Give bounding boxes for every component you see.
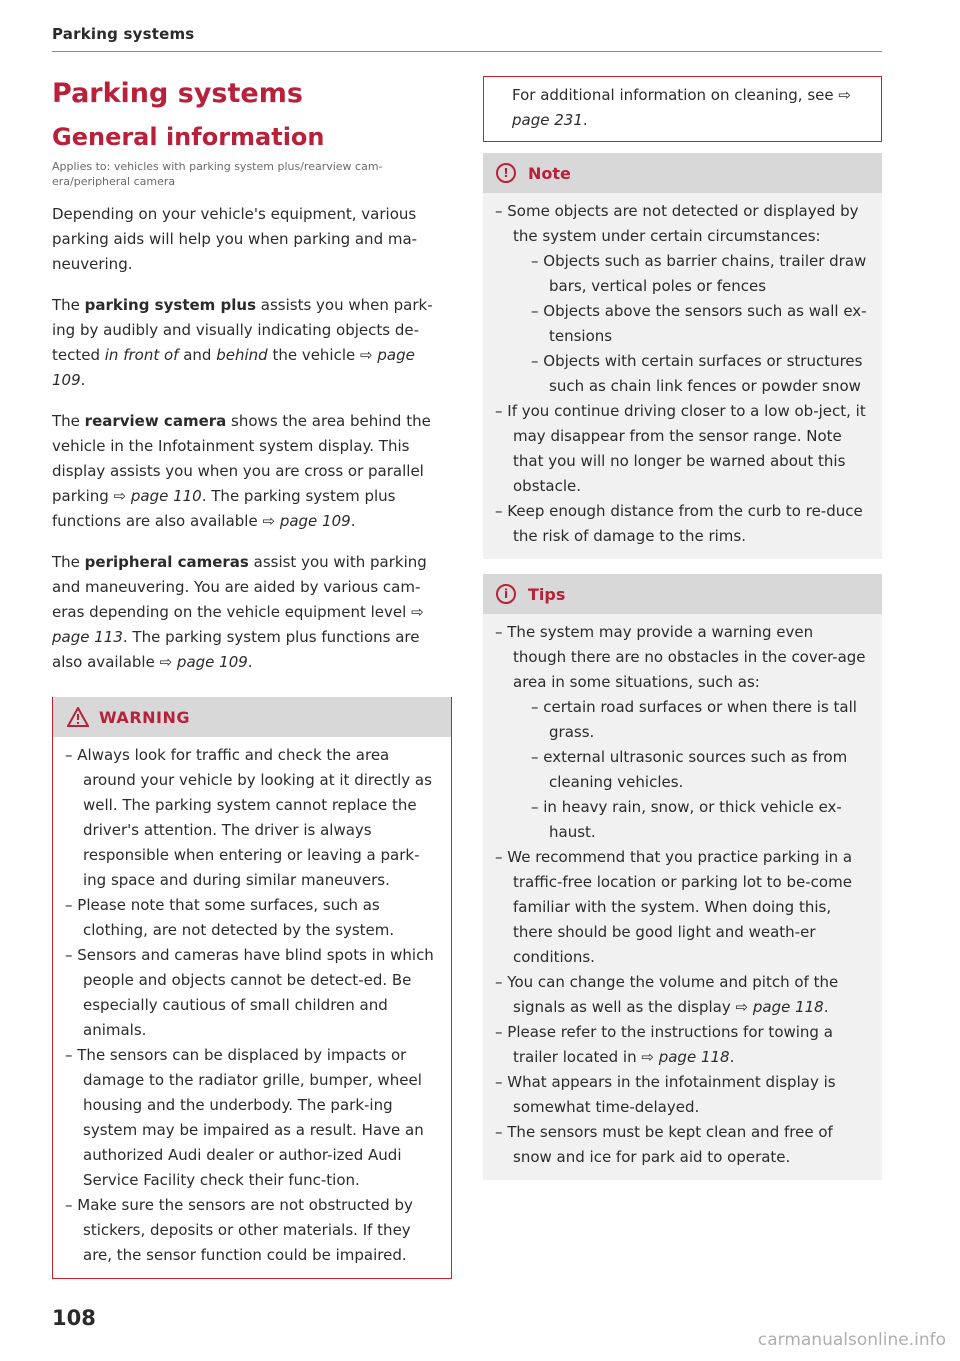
tips-header <box>483 574 882 614</box>
warning-header <box>53 697 451 737</box>
sub-list-item: – Objects such as barrier chains, trailer draw bars, vertical poles or fences <box>531 252 867 295</box>
list-item: – Make sure the sensors are not obstructed by stickers, deposits or other materials. If they are, the sensor function could be impaired. <box>65 1196 413 1264</box>
list-item: – The sensors must be kept clean and free of snow and ice for park aid to operate. <box>495 1123 833 1166</box>
sub-list-item: – in heavy rain, snow, or thick vehicle ex-haust. <box>531 798 842 841</box>
note-header <box>483 153 882 193</box>
sub-list-item: – external ultrasonic sources such as from cleaning vehicles. <box>531 748 848 791</box>
page-link[interactable]: ⇨ page 231 <box>512 86 851 129</box>
note-label: Note <box>528 163 571 183</box>
header-divider <box>52 51 882 52</box>
sub-list-item: – Objects above the sensors such as wall ex-tensions <box>531 302 867 345</box>
tips-box <box>483 574 882 1180</box>
page-link[interactable]: ⇨ page 118 <box>641 1048 730 1066</box>
section-title: General information <box>52 123 325 151</box>
term-rearview-camera: rearview camera <box>84 412 227 430</box>
list-item: – The sensors can be displaced by impacts or damage to the radiator grille, bumper, wheel housing and the underbody. The park-ing system may be impaired as a result. Have an authorized Audi dealer or author-ized Audi Service Facility check their func-tion. <box>65 1046 424 1189</box>
warning-triangle-icon <box>67 707 89 727</box>
term-parking-system-plus: parking system plus <box>84 296 256 314</box>
page-link[interactable]: ⇨ page 118 <box>735 998 824 1016</box>
left-column <box>52 78 452 1279</box>
sub-list <box>513 695 870 845</box>
tips-label: Tips <box>528 584 566 604</box>
list-item: – Please note that some surfaces, such as clothing, are not detected by the system. <box>65 896 395 939</box>
page-number: 108 <box>52 1306 96 1330</box>
intro-paragraph: Depending on your vehicle's equipment, various parking aids will help you when parking and ma-neuvering. <box>52 205 418 273</box>
list-item: – What appears in the infotainment display is somewhat time-delayed. <box>495 1073 836 1116</box>
term-peripheral-cameras: peripheral cameras <box>84 553 249 571</box>
sub-list <box>513 249 870 399</box>
page-title: Parking systems <box>52 78 303 109</box>
page-link[interactable]: ⇨ page 109 <box>262 512 351 530</box>
applies-to-note: Applies to: vehicles with parking system plus/rearview cam-era/peripheral camera <box>52 160 383 188</box>
site-watermark: carmanualsonline.info <box>757 1330 946 1350</box>
cleaning-info-box: For additional information on cleaning, see ⇨ page 231. <box>483 76 882 142</box>
page-link[interactable]: ⇨ page 113 <box>52 603 424 646</box>
page-link[interactable]: ⇨ page 109 <box>159 653 248 671</box>
warning-box <box>52 697 452 1279</box>
page-link[interactable]: ⇨ page 109 <box>52 346 415 389</box>
list-item: – We recommend that you practice parking in a traffic-free location or parking lot to be-come familiar with the system. When doing this, there should be good light and weath-er conditions. <box>495 848 853 966</box>
list-item: – The system may provide a warning even though there are no obstacles in the cover-age area in some situations, such as: – certain road surfaces or when there is tall grass. – external ultrasonic sources such as from cleaning vehicles. – in heavy rain, snow, or thick vehicle ex-haust. <box>495 620 870 845</box>
sub-list-item: – certain road surfaces or when there is tall grass. <box>531 698 857 741</box>
list-item: – You can change the volume and pitch of the signals as well as the display ⇨ page 118. <box>495 973 839 1016</box>
peripheral-cameras-paragraph: The peripheral cameras assist you with parking and maneuvering. You are aided by various cam-eras depending on the vehicle equipment level ⇨ page 113. The parking system plus functions are also available ⇨ page 109. <box>52 553 427 671</box>
list-item: – Some objects are not detected or displayed by the system under certain circumstances: – Objects such as barrier chains, trailer draw bars, vertical poles or fences – Objects above the sensors such as wall ex-tensions – Objects with certain surfaces or structures such as chain link fences or powder snow <box>495 199 870 399</box>
warning-list <box>53 737 451 1278</box>
list-item: – If you continue driving closer to a low ob-ject, it may disappear from the sensor range. Note that you will no longer be warned about this obstacle. <box>495 402 866 495</box>
sub-list-item: – Objects with certain surfaces or structures such as chain link fences or powder snow <box>531 352 863 395</box>
tips-list <box>483 614 882 1180</box>
running-header: Parking systems <box>52 25 195 43</box>
list-item: – Keep enough distance from the curb to re-duce the risk of damage to the rims. <box>495 502 863 545</box>
right-column <box>483 76 882 1180</box>
warning-label: WARNING <box>99 707 190 727</box>
page-link[interactable]: ⇨ page 110 <box>113 487 202 505</box>
note-box <box>483 153 882 559</box>
note-list <box>483 193 882 559</box>
list-item: – Always look for traffic and check the area around your vehicle by looking at it directly as well. The parking system cannot replace the driver's attention. The driver is always responsible when entering or leaving a park-ing space and during similar maneuvers. <box>65 746 432 889</box>
list-item: – Sensors and cameras have blind spots in which people and objects cannot be detect-ed. Be especially cautious of small children and animals. <box>65 946 434 1039</box>
info-icon: i <box>496 584 516 604</box>
exclamation-icon: ! <box>496 163 516 183</box>
rearview-camera-paragraph: The rearview camera shows the area behind the vehicle in the Infotainment system display. This display assists you when you are cross or parallel parking ⇨ page 110. The parking system plus functions are also available ⇨ page 109. <box>52 412 431 530</box>
parking-system-plus-paragraph: The parking system plus assists you when park-ing by audibly and visually indicating objects de-tected in front of and behind the vehicle ⇨ page 109. <box>52 296 433 389</box>
list-item: – Please refer to the instructions for towing a trailer located in ⇨ page 118. <box>495 1023 833 1066</box>
